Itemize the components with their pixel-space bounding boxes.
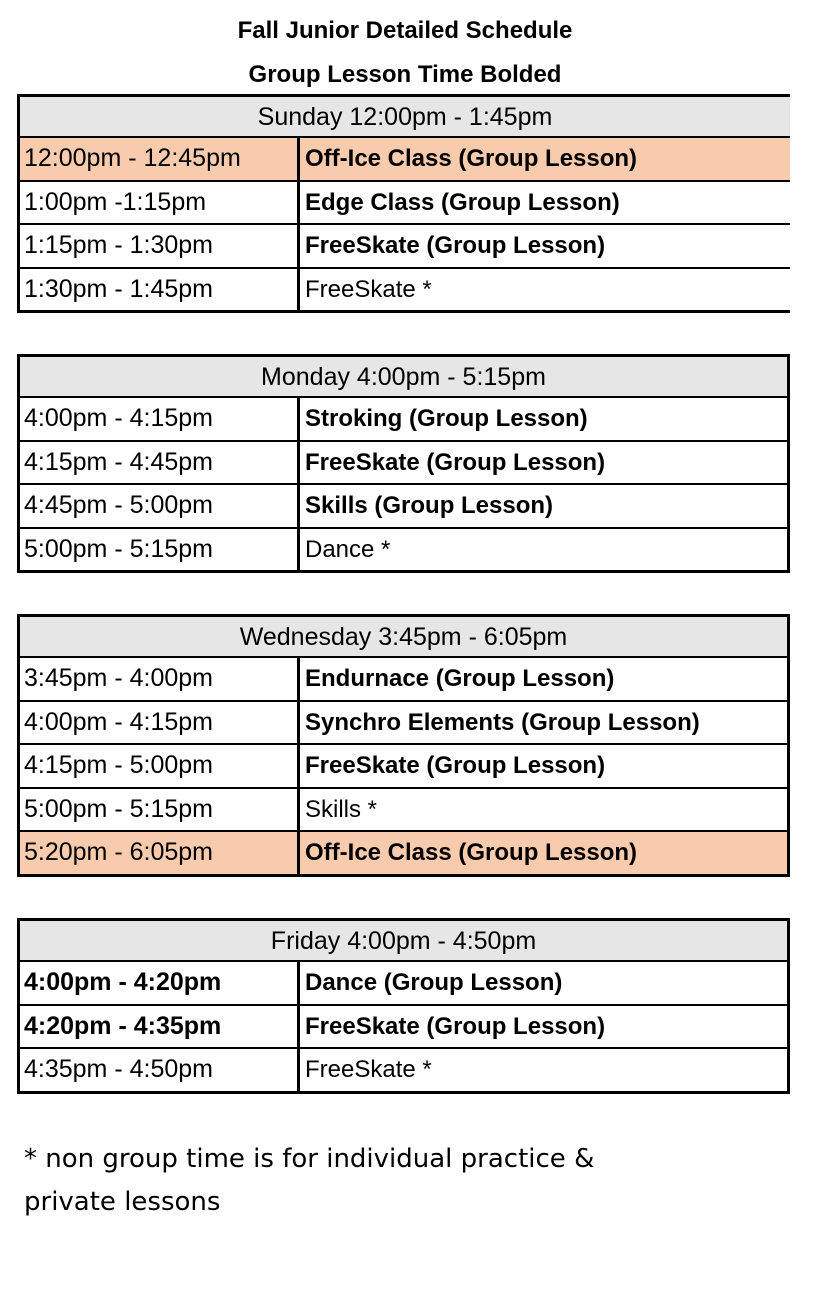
page-subtitle: Group Lesson Time Bolded bbox=[248, 61, 562, 88]
monday-schedule-table bbox=[17, 354, 790, 573]
activity-cell: Off-Ice Class (Group Lesson) bbox=[305, 145, 638, 172]
activity-cell: Skills (Group Lesson) bbox=[305, 492, 554, 519]
activity-cell: Dance * bbox=[305, 535, 391, 563]
schedule-row bbox=[20, 1049, 787, 1091]
activity-cell: Dance (Group Lesson) bbox=[305, 969, 563, 996]
schedule-row bbox=[20, 225, 790, 269]
footnote-line: private lessons bbox=[24, 1187, 221, 1217]
wednesday-schedule-table bbox=[17, 614, 790, 877]
activity-cell: FreeSkate (Group Lesson) bbox=[305, 1012, 606, 1040]
monday-header: Monday 4:00pm - 5:15pm bbox=[20, 357, 787, 398]
activity-cell: FreeSkate * bbox=[305, 275, 432, 303]
schedule-row bbox=[20, 832, 787, 874]
time-cell: 4:00pm - 4:20pm bbox=[20, 962, 300, 1004]
time-cell: 4:45pm - 5:00pm bbox=[20, 485, 300, 527]
activity-cell: FreeSkate (Group Lesson) bbox=[305, 232, 606, 259]
schedule-row bbox=[20, 138, 790, 182]
time-cell: 3:45pm - 4:00pm bbox=[20, 658, 300, 700]
friday-header: Friday 4:00pm - 4:50pm bbox=[20, 921, 787, 962]
time-cell: 4:15pm - 5:00pm bbox=[20, 745, 300, 787]
schedule-row bbox=[20, 962, 787, 1006]
friday-schedule-table bbox=[17, 918, 790, 1094]
activity-cell: Endurnace (Group Lesson) bbox=[305, 665, 615, 692]
time-cell: 1:15pm - 1:30pm bbox=[20, 225, 300, 267]
activity-cell: FreeSkate (Group Lesson) bbox=[305, 752, 606, 779]
activity-cell: Synchro Elements (Group Lesson) bbox=[305, 708, 700, 736]
sunday-header: Sunday 12:00pm - 1:45pm bbox=[20, 97, 790, 138]
time-cell: 5:00pm - 5:15pm bbox=[20, 789, 300, 831]
time-cell: 12:00pm - 12:45pm bbox=[20, 138, 300, 180]
footnote bbox=[24, 1138, 664, 1224]
schedule-row bbox=[20, 789, 787, 833]
schedule-row bbox=[20, 745, 787, 789]
activity-cell: Stroking (Group Lesson) bbox=[305, 405, 588, 432]
schedule-row bbox=[20, 398, 787, 442]
time-cell: 1:00pm -1:15pm bbox=[20, 182, 300, 224]
schedule-row bbox=[20, 485, 787, 529]
activity-cell: Off-Ice Class (Group Lesson) bbox=[305, 839, 638, 866]
activity-cell: Edge Class (Group Lesson) bbox=[305, 188, 620, 216]
time-cell: 4:20pm - 4:35pm bbox=[20, 1006, 300, 1048]
schedule-row bbox=[20, 442, 787, 486]
schedule-row bbox=[20, 1006, 787, 1050]
time-cell: 4:00pm - 4:15pm bbox=[20, 702, 300, 744]
time-cell: 4:15pm - 4:45pm bbox=[20, 442, 300, 484]
schedule-row bbox=[20, 702, 787, 746]
schedule-row bbox=[20, 658, 787, 702]
time-cell: 5:20pm - 6:05pm bbox=[20, 832, 300, 874]
wednesday-header: Wednesday 3:45pm - 6:05pm bbox=[20, 617, 787, 658]
schedule-row bbox=[20, 182, 790, 226]
schedule-row bbox=[20, 269, 790, 311]
activity-cell: Skills * bbox=[305, 795, 378, 823]
time-cell: 4:00pm - 4:15pm bbox=[20, 398, 300, 440]
activity-cell: FreeSkate * bbox=[305, 1056, 432, 1083]
time-cell: 1:30pm - 1:45pm bbox=[20, 269, 300, 311]
footnote-line: * non group time is for individual practice & bbox=[24, 1144, 595, 1174]
page-title: Fall Junior Detailed Schedule bbox=[237, 17, 573, 44]
sunday-schedule-table bbox=[17, 94, 790, 313]
activity-cell: FreeSkate (Group Lesson) bbox=[305, 448, 606, 476]
time-cell: 4:35pm - 4:50pm bbox=[20, 1049, 300, 1091]
time-cell: 5:00pm - 5:15pm bbox=[20, 529, 300, 571]
schedule-row bbox=[20, 529, 787, 571]
